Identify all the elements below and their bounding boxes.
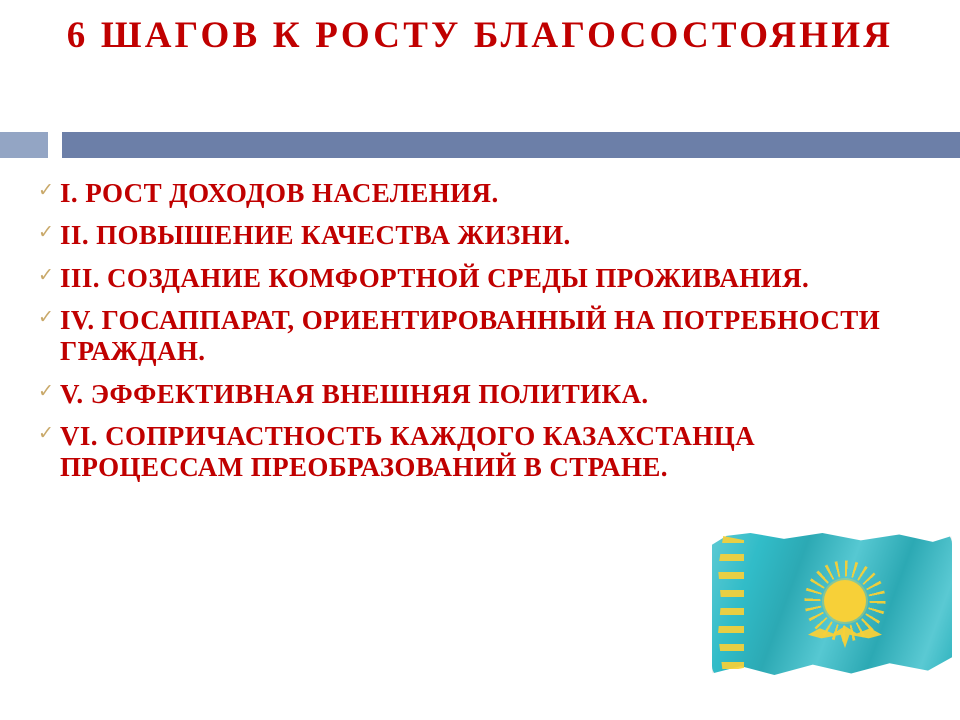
list-item — [30, 261, 930, 294]
divider-bar-main — [62, 132, 960, 158]
list-item — [30, 303, 930, 368]
list-item-label: II. ПОВЫШЕНИЕ КАЧЕСТВА ЖИЗНИ. — [60, 220, 571, 251]
page-title: 6 ШАГОВ К РОСТУ БЛАГОСОСТОЯНИЯ — [66, 15, 894, 56]
list-item-label: V. ЭФФЕКТИВНАЯ ВНЕШНЯЯ ПОЛИТИКА. — [60, 378, 649, 409]
flag-sun-disc — [824, 580, 866, 622]
list-item — [30, 377, 930, 410]
list-item-label: III. СОЗДАНИЕ КОМФОРТНОЙ СРЕДЫ ПРОЖИВАНИЯ. — [60, 262, 810, 293]
list-item-label: VI. СОПРИЧАСТНОСТЬ КАЖДОГО КАЗАХСТАНЦА ПРОЦЕССАМ ПРЕОБРАЗОВАНИЙ В СТРАНЕ. — [60, 420, 756, 483]
check-mark-icon: ✓ — [38, 222, 54, 244]
bullet-list — [30, 176, 930, 493]
list-item — [30, 218, 930, 251]
check-mark-icon: ✓ — [38, 306, 54, 328]
list-item — [30, 176, 930, 209]
list-item-label: I. РОСТ ДОХОДОВ НАСЕЛЕНИЯ. — [60, 178, 499, 208]
list-item-label: IV. ГОСАППАРАТ, ОРИЕНТИРОВАННЫЙ НА ПОТРЕБНОСТИ ГРАЖДАН. — [60, 304, 881, 367]
list-item — [30, 419, 930, 484]
check-mark-icon: ✓ — [38, 422, 54, 444]
divider-bar-accent — [0, 132, 48, 158]
check-mark-icon: ✓ — [38, 180, 54, 201]
flag-ornament-stripe — [718, 536, 744, 672]
check-mark-icon: ✓ — [38, 264, 54, 286]
title-area — [60, 12, 900, 59]
check-mark-icon: ✓ — [38, 380, 54, 402]
kazakhstan-flag-image — [712, 530, 952, 678]
